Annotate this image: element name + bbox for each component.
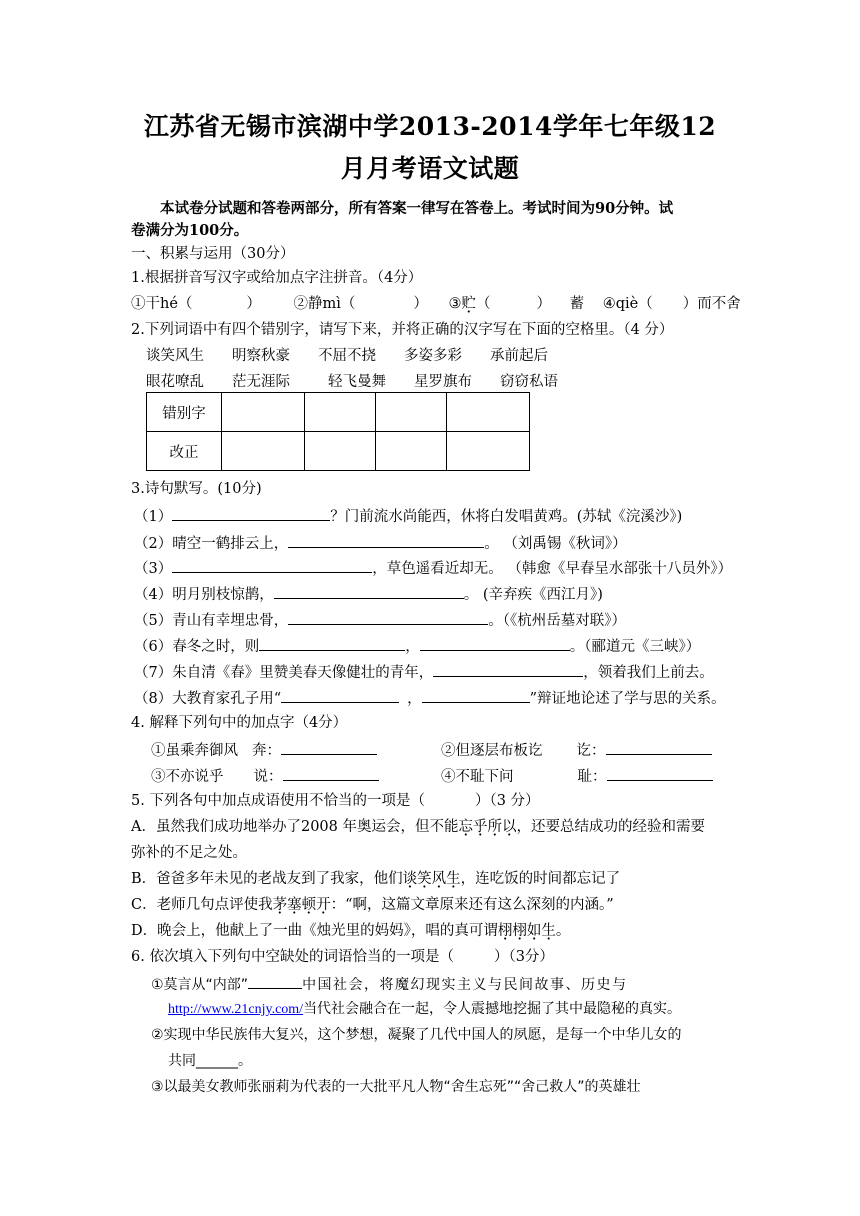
q3-text: 。（郦道元《三峡》） — [569, 639, 701, 655]
q4-text: ④不耻下问 — [441, 769, 514, 785]
q1-item-4-suffix: ）而不舍 — [682, 296, 741, 312]
q3-num: （2） — [134, 536, 173, 552]
q4-text: ②但逐层布板讫 — [441, 743, 543, 759]
answer-blank[interactable] — [172, 557, 372, 573]
q6-stem-end: ）（3分） — [493, 949, 554, 965]
q6-sentence-1 — [151, 973, 628, 995]
q2-word: 茫无涯际 — [232, 374, 290, 390]
q6-text: ①莫言从“内部” — [151, 977, 249, 993]
q1-item-4: ④qiè（ — [602, 296, 653, 312]
q5-text: C．老师几句点评使我 — [131, 897, 273, 913]
q5-idiom-d — [498, 923, 556, 939]
table-cell[interactable] — [376, 393, 447, 432]
answer-blank[interactable] — [607, 765, 713, 781]
q3-text: 明月别枝惊鹊， — [172, 587, 274, 603]
q6-sentence-2-cont: 共同______。 — [168, 1053, 252, 1069]
q3-text: 大教育家孔子用“ — [172, 691, 282, 707]
table-row-label: 改正 — [147, 432, 222, 471]
q3-num: （5） — [134, 613, 173, 629]
q5-text: D．晚会上，他献上了一曲《烛光里的妈妈》，唱的真可谓 — [131, 923, 498, 939]
q6-sentence-1-cont — [168, 999, 681, 1020]
q3-text: 春冬之时，则 — [172, 639, 260, 655]
q3-num: （6） — [134, 639, 173, 655]
q3-line-4 — [134, 583, 603, 605]
exam-title-line2: 月月考语文试题 — [340, 154, 520, 183]
q3-text: ”辩证地论述了学与思的关系。 — [529, 691, 726, 707]
dotted-char: 生 — [541, 923, 556, 939]
q2-word: 多姿多彩 — [404, 348, 462, 364]
q2-row1 — [146, 346, 548, 366]
dotted-char: 如 — [526, 923, 542, 939]
q4-stem: 4. 解释下列句中的加点字（4分） — [131, 715, 348, 731]
q2-word: 星罗旗布 — [414, 374, 472, 390]
q3-stem: 3.诗句默写。(10分) — [131, 481, 262, 497]
table-row — [147, 432, 530, 471]
answer-blank[interactable] — [248, 973, 302, 989]
q3-line-8 — [134, 687, 726, 709]
q1-item-3: ③贮（ — [448, 296, 491, 312]
q5-idiom-b — [403, 871, 461, 887]
answer-blank[interactable] — [288, 609, 488, 625]
intro-line2: 卷满分为100分。 — [131, 222, 249, 239]
q2-row2 — [146, 372, 558, 392]
q5-text: 。 — [555, 923, 571, 939]
q4-label: 说： — [253, 769, 283, 785]
q3-num: （3） — [134, 561, 173, 577]
q3-text: ， — [405, 639, 420, 655]
q4-label: 奔： — [252, 743, 281, 759]
q3-num: （1） — [134, 509, 173, 525]
table-cell[interactable] — [222, 432, 305, 471]
q2-word: 眼花嘹乱 — [146, 374, 204, 390]
q3-line-7 — [134, 661, 714, 683]
table-cell[interactable] — [222, 393, 305, 432]
section-heading: 一、积累与运用（30分） — [131, 246, 295, 262]
q4-item-3 — [151, 765, 379, 787]
answer-blank[interactable] — [172, 505, 330, 521]
answer-blank[interactable] — [281, 739, 377, 755]
q4-item-2 — [441, 739, 712, 761]
q1-item-3-suffix: 蓄 — [569, 296, 585, 312]
q5-stem-end: ）（3 分） — [474, 793, 540, 809]
q3-text: ， — [407, 691, 422, 707]
q6-sentence-3: ③以最美女教师张丽莉为代表的一大批平凡人物“舍生忘死”“舍己救人”的英雄壮 — [151, 1079, 641, 1095]
q1-items — [131, 294, 741, 314]
answer-blank[interactable] — [281, 687, 399, 703]
q6-stem — [131, 947, 554, 967]
dotted-char: 以 — [501, 819, 517, 835]
dotted-char: 茅 — [272, 897, 288, 913]
answer-blank[interactable] — [433, 661, 583, 677]
q5-option-b — [131, 869, 620, 889]
q5-idiom-c — [273, 897, 331, 913]
q1-stem: 1.根据拼音写汉字或给加点字注拼音。（4分） — [131, 270, 423, 286]
q1-dotted-char: 贮 — [461, 296, 477, 312]
correction-table — [146, 392, 530, 471]
answer-blank[interactable] — [259, 635, 405, 651]
table-cell[interactable] — [305, 432, 376, 471]
dotted-char: 栩 — [512, 923, 527, 939]
q5-stem — [131, 791, 540, 811]
q3-text: 。 （刘禹锡《秋词》） — [484, 536, 627, 552]
q1-paren-close-1: ） — [246, 296, 261, 312]
table-row-label: 错别字 — [147, 393, 222, 432]
q2-word: 承前起后 — [490, 348, 548, 364]
answer-blank[interactable] — [274, 583, 464, 599]
q5-text: ，连吃饭的时间都忘记了 — [460, 871, 621, 887]
q3-text: 朱自清《春》里赞美春天像健壮的青年， — [172, 665, 434, 681]
q2-word: 谈笑风生 — [146, 348, 204, 364]
q5-text: B．爸爸多年未见的老战友到了我家，他们 — [131, 871, 403, 887]
q3-line-3 — [134, 557, 732, 579]
dotted-char: 忘 — [458, 819, 473, 835]
dotted-char: 所 — [487, 819, 502, 835]
q3-text: 青山有幸埋忠骨， — [172, 613, 289, 629]
q5-option-a — [131, 817, 705, 837]
q1-item-2: ②静mì（ — [293, 296, 356, 312]
q3-text: 。 (辛弃疾《西江月》) — [463, 587, 603, 603]
dotted-char: 笑 — [417, 871, 432, 887]
q6-sentence-2: ②实现中华民族伟大复兴，这个梦想，凝聚了几代中国人的夙愿，是每一个中华儿女的 — [151, 1027, 682, 1043]
q3-num: （4） — [134, 587, 173, 603]
exam-title-line1: 江苏省无锡市滨湖中学2013-2014学年七年级12 — [143, 112, 717, 141]
dotted-char: 谈 — [402, 871, 418, 887]
q3-num: （7） — [134, 665, 173, 681]
table-cell[interactable] — [305, 393, 376, 432]
dotted-char: 顿 — [301, 897, 317, 913]
q2-word: 不屈不挠 — [318, 348, 376, 364]
table-cell[interactable] — [447, 432, 530, 471]
q3-line-2 — [134, 532, 627, 554]
table-cell[interactable] — [376, 432, 447, 471]
source-link[interactable]: http://www.21cnjy.com/ — [168, 1002, 304, 1017]
q5-text: ：“啊，这篇文章原来还有这么深刻的内涵。” — [330, 897, 614, 913]
q2-word: 窃窃私语 — [500, 374, 558, 390]
q3-line-6 — [134, 635, 700, 657]
answer-blank[interactable] — [422, 687, 530, 703]
q3-text: 晴空一鹤排云上， — [172, 536, 289, 552]
answer-blank[interactable] — [288, 532, 484, 548]
dotted-char: 开 — [316, 897, 331, 913]
q4-text: ③不亦说乎 — [151, 769, 224, 785]
answer-blank[interactable] — [283, 765, 379, 781]
q4-item-4 — [441, 765, 713, 787]
q2-stem: 2.下列词语中有四个错别字，请写下来，并将正确的汉字写在下面的空格里。（4 分） — [131, 322, 674, 338]
q4-text: ①虽乘奔御风 — [151, 743, 238, 759]
q6-text: 当代社会融合在一起，令人震撼地挖掘了其中最隐秘的真实。 — [303, 1001, 682, 1017]
answer-blank[interactable] — [420, 635, 570, 651]
dotted-char: 生 — [446, 871, 461, 887]
dotted-char: 乎 — [472, 819, 488, 835]
q5-option-d — [131, 921, 570, 941]
q5-text: A．虽然我们成功地举办了2008 年奥运会，但不能 — [131, 819, 459, 835]
q3-text: ，草色遥看近却无。 （韩愈《早春呈水部张十八员外》） — [372, 561, 733, 577]
q6-text: 中国社会，将魔幻现实主义与民间故事、历史与 — [302, 977, 628, 993]
q5-text: ，还要总结成功的经验和需要 — [516, 819, 705, 835]
q1-item-1: ①干hé（ — [131, 296, 193, 312]
q3-line-5 — [134, 609, 626, 631]
q5-stem-text: 5. 下列各句中加点成语使用不恰当的一项是（ — [131, 793, 425, 809]
q3-text: ？门前流水尚能西，休将白发唱黄鸡。(苏轼《浣溪沙》) — [330, 509, 683, 525]
q4-item-1 — [151, 739, 377, 761]
q3-text: ，领着我们上前去。 — [583, 665, 714, 681]
table-cell[interactable] — [447, 393, 530, 432]
answer-blank[interactable] — [606, 739, 712, 755]
q2-word: 明察秋豪 — [232, 348, 290, 364]
q3-line-1 — [134, 505, 682, 527]
q5-option-c — [131, 895, 614, 915]
q1-paren-close-3: ） — [536, 296, 552, 312]
dotted-char: 塞 — [287, 897, 302, 913]
q4-label: 讫： — [576, 743, 606, 759]
q5-idiom-a — [458, 819, 516, 835]
q3-num: （8） — [134, 691, 173, 707]
q1-paren-close-2: ） — [413, 296, 428, 312]
q2-word: 轻飞曼舞 — [328, 374, 386, 390]
dotted-char: 风 — [431, 871, 447, 887]
table-row — [147, 393, 530, 432]
q3-text: 。（《杭州岳墓对联》） — [488, 613, 626, 629]
q6-stem-text: 6. 依次填入下列句中空缺处的词语恰当的一项是（ — [131, 949, 454, 965]
q4-label: 耻： — [577, 769, 607, 785]
dotted-char: 栩 — [497, 923, 513, 939]
intro-line1: 本试卷分试题和答卷两部分，所有答案一律写在答卷上。考试时间为90分钟。试 — [160, 200, 674, 217]
q5-option-a-cont: 弥补的不足之处。 — [131, 845, 247, 861]
